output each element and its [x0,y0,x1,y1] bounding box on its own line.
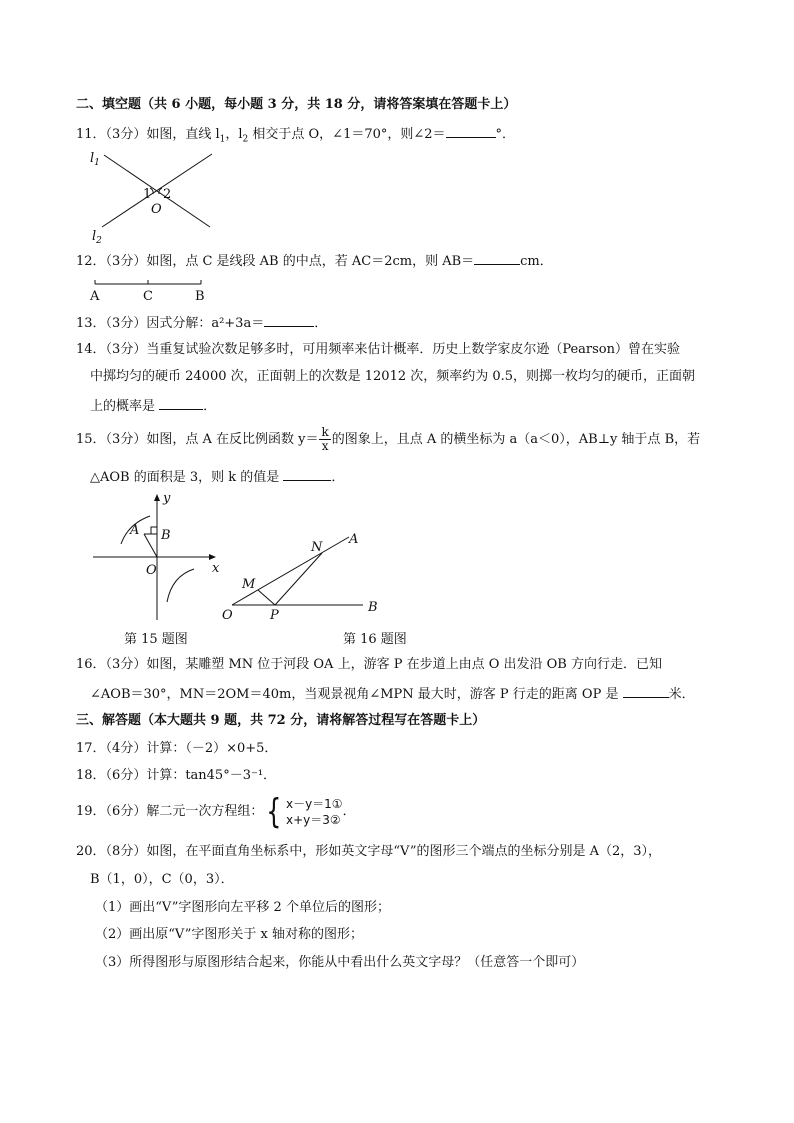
q12-text: 12．（3分）如图，点 C 是线段 AB 的中点，若 AC＝2cm，则 AB＝ [76,254,475,269]
right-angle-mark [151,527,157,534]
segment-ao [144,534,157,557]
q15-suffix: ． [331,470,345,485]
label-a: A [349,532,359,547]
label-o: O [151,202,162,217]
question-13 [76,313,327,333]
question-19 [76,793,356,831]
label-o: O [222,608,233,623]
q15-post: 的图象上，且点 A 的横坐标为 a（a＜0），AB⊥y 轴于点 B，若 [331,432,701,447]
q19-post: ． [342,804,356,819]
q11-sub2: 2 [242,134,249,145]
q19-equations [286,796,343,828]
label-a: A [130,523,140,538]
question-18: 18．（6分）计算：tan45°－3⁻¹． [76,768,277,783]
label-l2: $l_2$ [92,229,102,246]
question-12 [76,251,553,271]
q13-text: 13．（3分）因式分解：a²+3a＝ [76,316,265,331]
question-15-line1 [76,426,700,453]
q13-answer-blank[interactable] [264,313,314,327]
label-o: O [146,563,157,578]
q11-mid1: ，l [225,127,243,142]
q16-suffix: 米． [668,687,695,702]
question-20-item3: （3）所得图形与原图形结合起来，你能从中看出什么英文字母？（任意答一个即可） [95,955,585,970]
label-angle-2: 2 [163,187,172,202]
q12-figure [88,275,213,305]
label-b: B [195,289,205,304]
q11-mid2: 相交于点 O，∠1＝70°，则∠2＝ [248,127,446,142]
q15-answer-blank[interactable] [283,467,331,481]
q13-suffix: ． [314,316,328,331]
q19-eq1: x－y＝1① [285,796,343,811]
question-20-line1: 20．（8分）如图，在平面直角坐标系中，形如英文字母“V”的图形三个端点的坐标分别是 A（2，3）， [76,844,662,859]
question-14-line1: 14．（3分）当重复试验次数足够多时，可用频率来估计概率．历史上数学家皮尔逊（Pearson）曾在实验 [76,342,681,357]
question-15-line2 [90,467,344,487]
question-16-line2 [90,684,695,704]
q16-answer-blank[interactable] [623,684,669,698]
question-14-line3 [90,396,216,416]
q14-suffix: ． [203,399,217,414]
label-a: A [90,289,100,304]
x-axis-arrow [209,554,216,560]
label-angle-1: 1 [143,187,152,202]
segment-pn [275,553,322,605]
q12-answer-blank[interactable] [474,251,520,265]
label-m: M [242,577,256,592]
q11-sub1: 1 [219,134,226,145]
q11-prefix: 11．（3分）如图，直线 l [76,127,220,142]
question-20-item1: （1）画出“V”字图形向左平移 2 个单位后的图形； [95,900,390,915]
q16-line2-text: ∠AOB＝30°，MN＝2OM＝40m，当观景视角∠MPN 最大时，游客 P 行走的距离 OP 是 [90,687,619,702]
ray-oa [232,537,349,605]
q15-caption: 第 15 题图 [124,632,188,647]
question-16-line1: 16．（3分）如图，某雕塑 MN 位于河段 OA 上，游客 P 在步道上由点 O 出发沿 OB 方向行走．已知 [76,657,662,672]
y-axis-arrow [154,494,160,501]
segment-pm [258,590,275,605]
q15-fraction [319,426,330,453]
q15-fraction-den: x [321,439,329,453]
q15-fraction-num: k [321,425,329,439]
q11-figure [80,142,225,247]
label-b: B [161,528,171,543]
q11-suffix: °． [495,127,516,142]
q16-figure [218,530,388,625]
q12-suffix: cm． [520,254,553,269]
question-17: 17．（4分）计算：（－2）×0+5． [76,741,278,756]
question-20-line2: B（1，0），C（0，3）． [90,872,234,887]
label-x: x [212,561,220,576]
label-y: y [163,491,171,506]
section-header-solutions: 三、解答题（本大题共 9 题，共 72 分，请将解答过程写在答题卡上） [76,713,486,728]
q15-line2-text: △AOB 的面积是 3，则 k 的值是 [90,470,280,485]
q14-line3-text: 上的概率是 [90,399,156,414]
label-n: N [311,540,323,555]
label-l1: $l_1$ [90,151,100,168]
question-14-line2: 中掷均匀的硬币 24000 次，正面朝上的次数是 12012 次，频率约为 0.5，则掷一枚均匀的硬币，正面朝 [90,369,696,384]
label-c: C [143,289,153,304]
section-header-fill-in: 二、填空题（共 6 小题，每小题 3 分，共 18 分，请将答案填在答题卡上） [76,97,517,112]
q15-figure [88,490,228,625]
q19-eq2: x+y＝3② [285,812,341,827]
q14-answer-blank[interactable] [159,396,203,410]
q19-brace: { [266,791,282,832]
question-20-item2: （2）画出原“V”字图形关于 x 轴对称的图形； [95,927,364,942]
q19-pre: 19．（6分）解二元一次方程组： [76,804,264,819]
q11-answer-blank[interactable] [446,124,496,138]
q16-caption: 第 16 题图 [343,632,407,647]
q15-pre: 15．（3分）如图，点 A 在反比例函数 y＝ [76,432,319,447]
label-p: P [270,608,279,623]
hyperbola-branch-lower-right [167,569,194,602]
q19-equation-system [263,791,343,832]
label-b: B [368,600,378,615]
